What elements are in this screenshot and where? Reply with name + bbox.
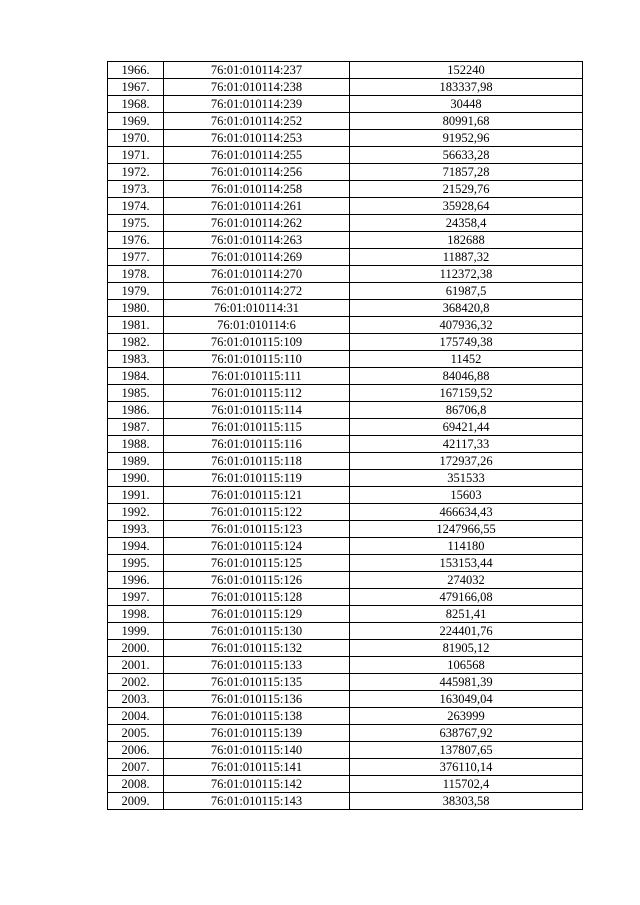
table-row	[108, 402, 583, 419]
row-number-cell: 1994.	[108, 538, 164, 555]
row-number-cell: 1987.	[108, 419, 164, 436]
value-cell: 81905,12	[350, 640, 583, 657]
cadastral-value-table	[107, 61, 583, 810]
row-number-cell: 1978.	[108, 266, 164, 283]
table-row	[108, 453, 583, 470]
row-number-cell: 1974.	[108, 198, 164, 215]
value-cell: 152240	[350, 62, 583, 79]
value-cell: 479166,08	[350, 589, 583, 606]
cadastral-number-cell: 76:01:010114:31	[164, 300, 350, 317]
table-row	[108, 606, 583, 623]
row-number-cell: 2009.	[108, 793, 164, 810]
value-cell: 183337,98	[350, 79, 583, 96]
row-number-cell: 1977.	[108, 249, 164, 266]
cadastral-number-cell: 76:01:010114:237	[164, 62, 350, 79]
cadastral-number-cell: 76:01:010114:252	[164, 113, 350, 130]
row-number-cell: 1990.	[108, 470, 164, 487]
row-number-cell: 2000.	[108, 640, 164, 657]
table-row	[108, 130, 583, 147]
value-cell: 638767,92	[350, 725, 583, 742]
value-cell: 137807,65	[350, 742, 583, 759]
value-cell: 376110,14	[350, 759, 583, 776]
table-row	[108, 334, 583, 351]
table-row	[108, 317, 583, 334]
table-row	[108, 657, 583, 674]
value-cell: 368420,8	[350, 300, 583, 317]
table-row	[108, 249, 583, 266]
row-number-cell: 1979.	[108, 283, 164, 300]
value-cell: 11887,32	[350, 249, 583, 266]
cadastral-number-cell: 76:01:010114:238	[164, 79, 350, 96]
cadastral-number-cell: 76:01:010115:119	[164, 470, 350, 487]
table-row	[108, 436, 583, 453]
row-number-cell: 2005.	[108, 725, 164, 742]
value-cell: 35928,64	[350, 198, 583, 215]
value-cell: 15603	[350, 487, 583, 504]
table-row	[108, 62, 583, 79]
value-cell: 11452	[350, 351, 583, 368]
cadastral-number-cell: 76:01:010114:272	[164, 283, 350, 300]
table-row	[108, 385, 583, 402]
table-row	[108, 538, 583, 555]
cadastral-number-cell: 76:01:010115:109	[164, 334, 350, 351]
value-cell: 106568	[350, 657, 583, 674]
cadastral-number-cell: 76:01:010115:116	[164, 436, 350, 453]
cadastral-number-cell: 76:01:010115:139	[164, 725, 350, 742]
cadastral-number-cell: 76:01:010115:124	[164, 538, 350, 555]
cadastral-number-cell: 76:01:010115:129	[164, 606, 350, 623]
row-number-cell: 1971.	[108, 147, 164, 164]
cadastral-number-cell: 76:01:010115:130	[164, 623, 350, 640]
row-number-cell: 1968.	[108, 96, 164, 113]
value-cell: 112372,38	[350, 266, 583, 283]
cadastral-number-cell: 76:01:010115:110	[164, 351, 350, 368]
table-row	[108, 283, 583, 300]
cadastral-number-cell: 76:01:010114:263	[164, 232, 350, 249]
row-number-cell: 1973.	[108, 181, 164, 198]
value-cell: 56633,28	[350, 147, 583, 164]
cadastral-number-cell: 76:01:010115:136	[164, 691, 350, 708]
table-row	[108, 266, 583, 283]
table-row	[108, 368, 583, 385]
value-cell: 175749,38	[350, 334, 583, 351]
cadastral-number-cell: 76:01:010114:255	[164, 147, 350, 164]
row-number-cell: 1985.	[108, 385, 164, 402]
cadastral-number-cell: 76:01:010114:262	[164, 215, 350, 232]
row-number-cell: 1996.	[108, 572, 164, 589]
row-number-cell: 1997.	[108, 589, 164, 606]
value-cell: 91952,96	[350, 130, 583, 147]
cadastral-number-cell: 76:01:010115:111	[164, 368, 350, 385]
cadastral-number-cell: 76:01:010114:270	[164, 266, 350, 283]
table-row	[108, 776, 583, 793]
value-cell: 24358,4	[350, 215, 583, 232]
value-cell: 80991,68	[350, 113, 583, 130]
value-cell: 445981,39	[350, 674, 583, 691]
row-number-cell: 2002.	[108, 674, 164, 691]
value-cell: 224401,76	[350, 623, 583, 640]
row-number-cell: 1986.	[108, 402, 164, 419]
table-body	[108, 62, 583, 810]
row-number-cell: 1967.	[108, 79, 164, 96]
cadastral-number-cell: 76:01:010115:128	[164, 589, 350, 606]
table-row	[108, 232, 583, 249]
table-row	[108, 419, 583, 436]
value-cell: 167159,52	[350, 385, 583, 402]
row-number-cell: 2003.	[108, 691, 164, 708]
table-row	[108, 147, 583, 164]
cadastral-number-cell: 76:01:010114:253	[164, 130, 350, 147]
table-row	[108, 725, 583, 742]
table-row	[108, 181, 583, 198]
table-row	[108, 691, 583, 708]
row-number-cell: 1966.	[108, 62, 164, 79]
value-cell: 1247966,55	[350, 521, 583, 538]
table-row	[108, 470, 583, 487]
row-number-cell: 1999.	[108, 623, 164, 640]
cadastral-number-cell: 76:01:010115:126	[164, 572, 350, 589]
value-cell: 351533	[350, 470, 583, 487]
value-cell: 163049,04	[350, 691, 583, 708]
row-number-cell: 1992.	[108, 504, 164, 521]
row-number-cell: 1970.	[108, 130, 164, 147]
row-number-cell: 2001.	[108, 657, 164, 674]
cadastral-number-cell: 76:01:010115:143	[164, 793, 350, 810]
cadastral-number-cell: 76:01:010115:114	[164, 402, 350, 419]
cadastral-number-cell: 76:01:010115:142	[164, 776, 350, 793]
table-row	[108, 708, 583, 725]
value-cell: 114180	[350, 538, 583, 555]
cadastral-number-cell: 76:01:010115:115	[164, 419, 350, 436]
cadastral-number-cell: 76:01:010115:141	[164, 759, 350, 776]
table-row	[108, 198, 583, 215]
cadastral-number-cell: 76:01:010115:132	[164, 640, 350, 657]
table-row	[108, 113, 583, 130]
table-row	[108, 555, 583, 572]
cadastral-number-cell: 76:01:010115:122	[164, 504, 350, 521]
value-cell: 153153,44	[350, 555, 583, 572]
row-number-cell: 1982.	[108, 334, 164, 351]
row-number-cell: 1984.	[108, 368, 164, 385]
table-row	[108, 674, 583, 691]
table-row	[108, 215, 583, 232]
table-row	[108, 742, 583, 759]
cadastral-number-cell: 76:01:010115:125	[164, 555, 350, 572]
row-number-cell: 2004.	[108, 708, 164, 725]
row-number-cell: 1988.	[108, 436, 164, 453]
cadastral-number-cell: 76:01:010114:256	[164, 164, 350, 181]
value-cell: 30448	[350, 96, 583, 113]
cadastral-number-cell: 76:01:010115:138	[164, 708, 350, 725]
table-row	[108, 589, 583, 606]
cadastral-number-cell: 76:01:010115:123	[164, 521, 350, 538]
value-cell: 407936,32	[350, 317, 583, 334]
cadastral-number-cell: 76:01:010114:239	[164, 96, 350, 113]
value-cell: 8251,41	[350, 606, 583, 623]
row-number-cell: 1993.	[108, 521, 164, 538]
table-row	[108, 487, 583, 504]
table-row	[108, 640, 583, 657]
value-cell: 84046,88	[350, 368, 583, 385]
table-row	[108, 300, 583, 317]
row-number-cell: 1975.	[108, 215, 164, 232]
cadastral-number-cell: 76:01:010115:112	[164, 385, 350, 402]
table-row	[108, 351, 583, 368]
cadastral-number-cell: 76:01:010115:118	[164, 453, 350, 470]
row-number-cell: 1989.	[108, 453, 164, 470]
value-cell: 86706,8	[350, 402, 583, 419]
table-row	[108, 164, 583, 181]
cadastral-number-cell: 76:01:010115:140	[164, 742, 350, 759]
row-number-cell: 1969.	[108, 113, 164, 130]
value-cell: 21529,76	[350, 181, 583, 198]
value-cell: 71857,28	[350, 164, 583, 181]
cadastral-number-cell: 76:01:010114:6	[164, 317, 350, 334]
cadastral-number-cell: 76:01:010114:269	[164, 249, 350, 266]
value-cell: 263999	[350, 708, 583, 725]
value-cell: 466634,43	[350, 504, 583, 521]
value-cell: 42117,33	[350, 436, 583, 453]
table-row	[108, 504, 583, 521]
table-row	[108, 572, 583, 589]
table-row	[108, 623, 583, 640]
cadastral-number-cell: 76:01:010114:258	[164, 181, 350, 198]
table-row	[108, 79, 583, 96]
row-number-cell: 1972.	[108, 164, 164, 181]
value-cell: 182688	[350, 232, 583, 249]
table-row	[108, 793, 583, 810]
value-cell: 172937,26	[350, 453, 583, 470]
row-number-cell: 1981.	[108, 317, 164, 334]
cadastral-number-cell: 76:01:010115:135	[164, 674, 350, 691]
value-cell: 274032	[350, 572, 583, 589]
row-number-cell: 2006.	[108, 742, 164, 759]
value-cell: 38303,58	[350, 793, 583, 810]
row-number-cell: 1991.	[108, 487, 164, 504]
row-number-cell: 1998.	[108, 606, 164, 623]
row-number-cell: 1983.	[108, 351, 164, 368]
value-cell: 69421,44	[350, 419, 583, 436]
row-number-cell: 1976.	[108, 232, 164, 249]
row-number-cell: 2008.	[108, 776, 164, 793]
row-number-cell: 2007.	[108, 759, 164, 776]
row-number-cell: 1995.	[108, 555, 164, 572]
value-cell: 115702,4	[350, 776, 583, 793]
cadastral-number-cell: 76:01:010114:261	[164, 198, 350, 215]
cadastral-number-cell: 76:01:010115:121	[164, 487, 350, 504]
table-row	[108, 521, 583, 538]
value-cell: 61987,5	[350, 283, 583, 300]
table-row	[108, 759, 583, 776]
table-row	[108, 96, 583, 113]
row-number-cell: 1980.	[108, 300, 164, 317]
cadastral-number-cell: 76:01:010115:133	[164, 657, 350, 674]
